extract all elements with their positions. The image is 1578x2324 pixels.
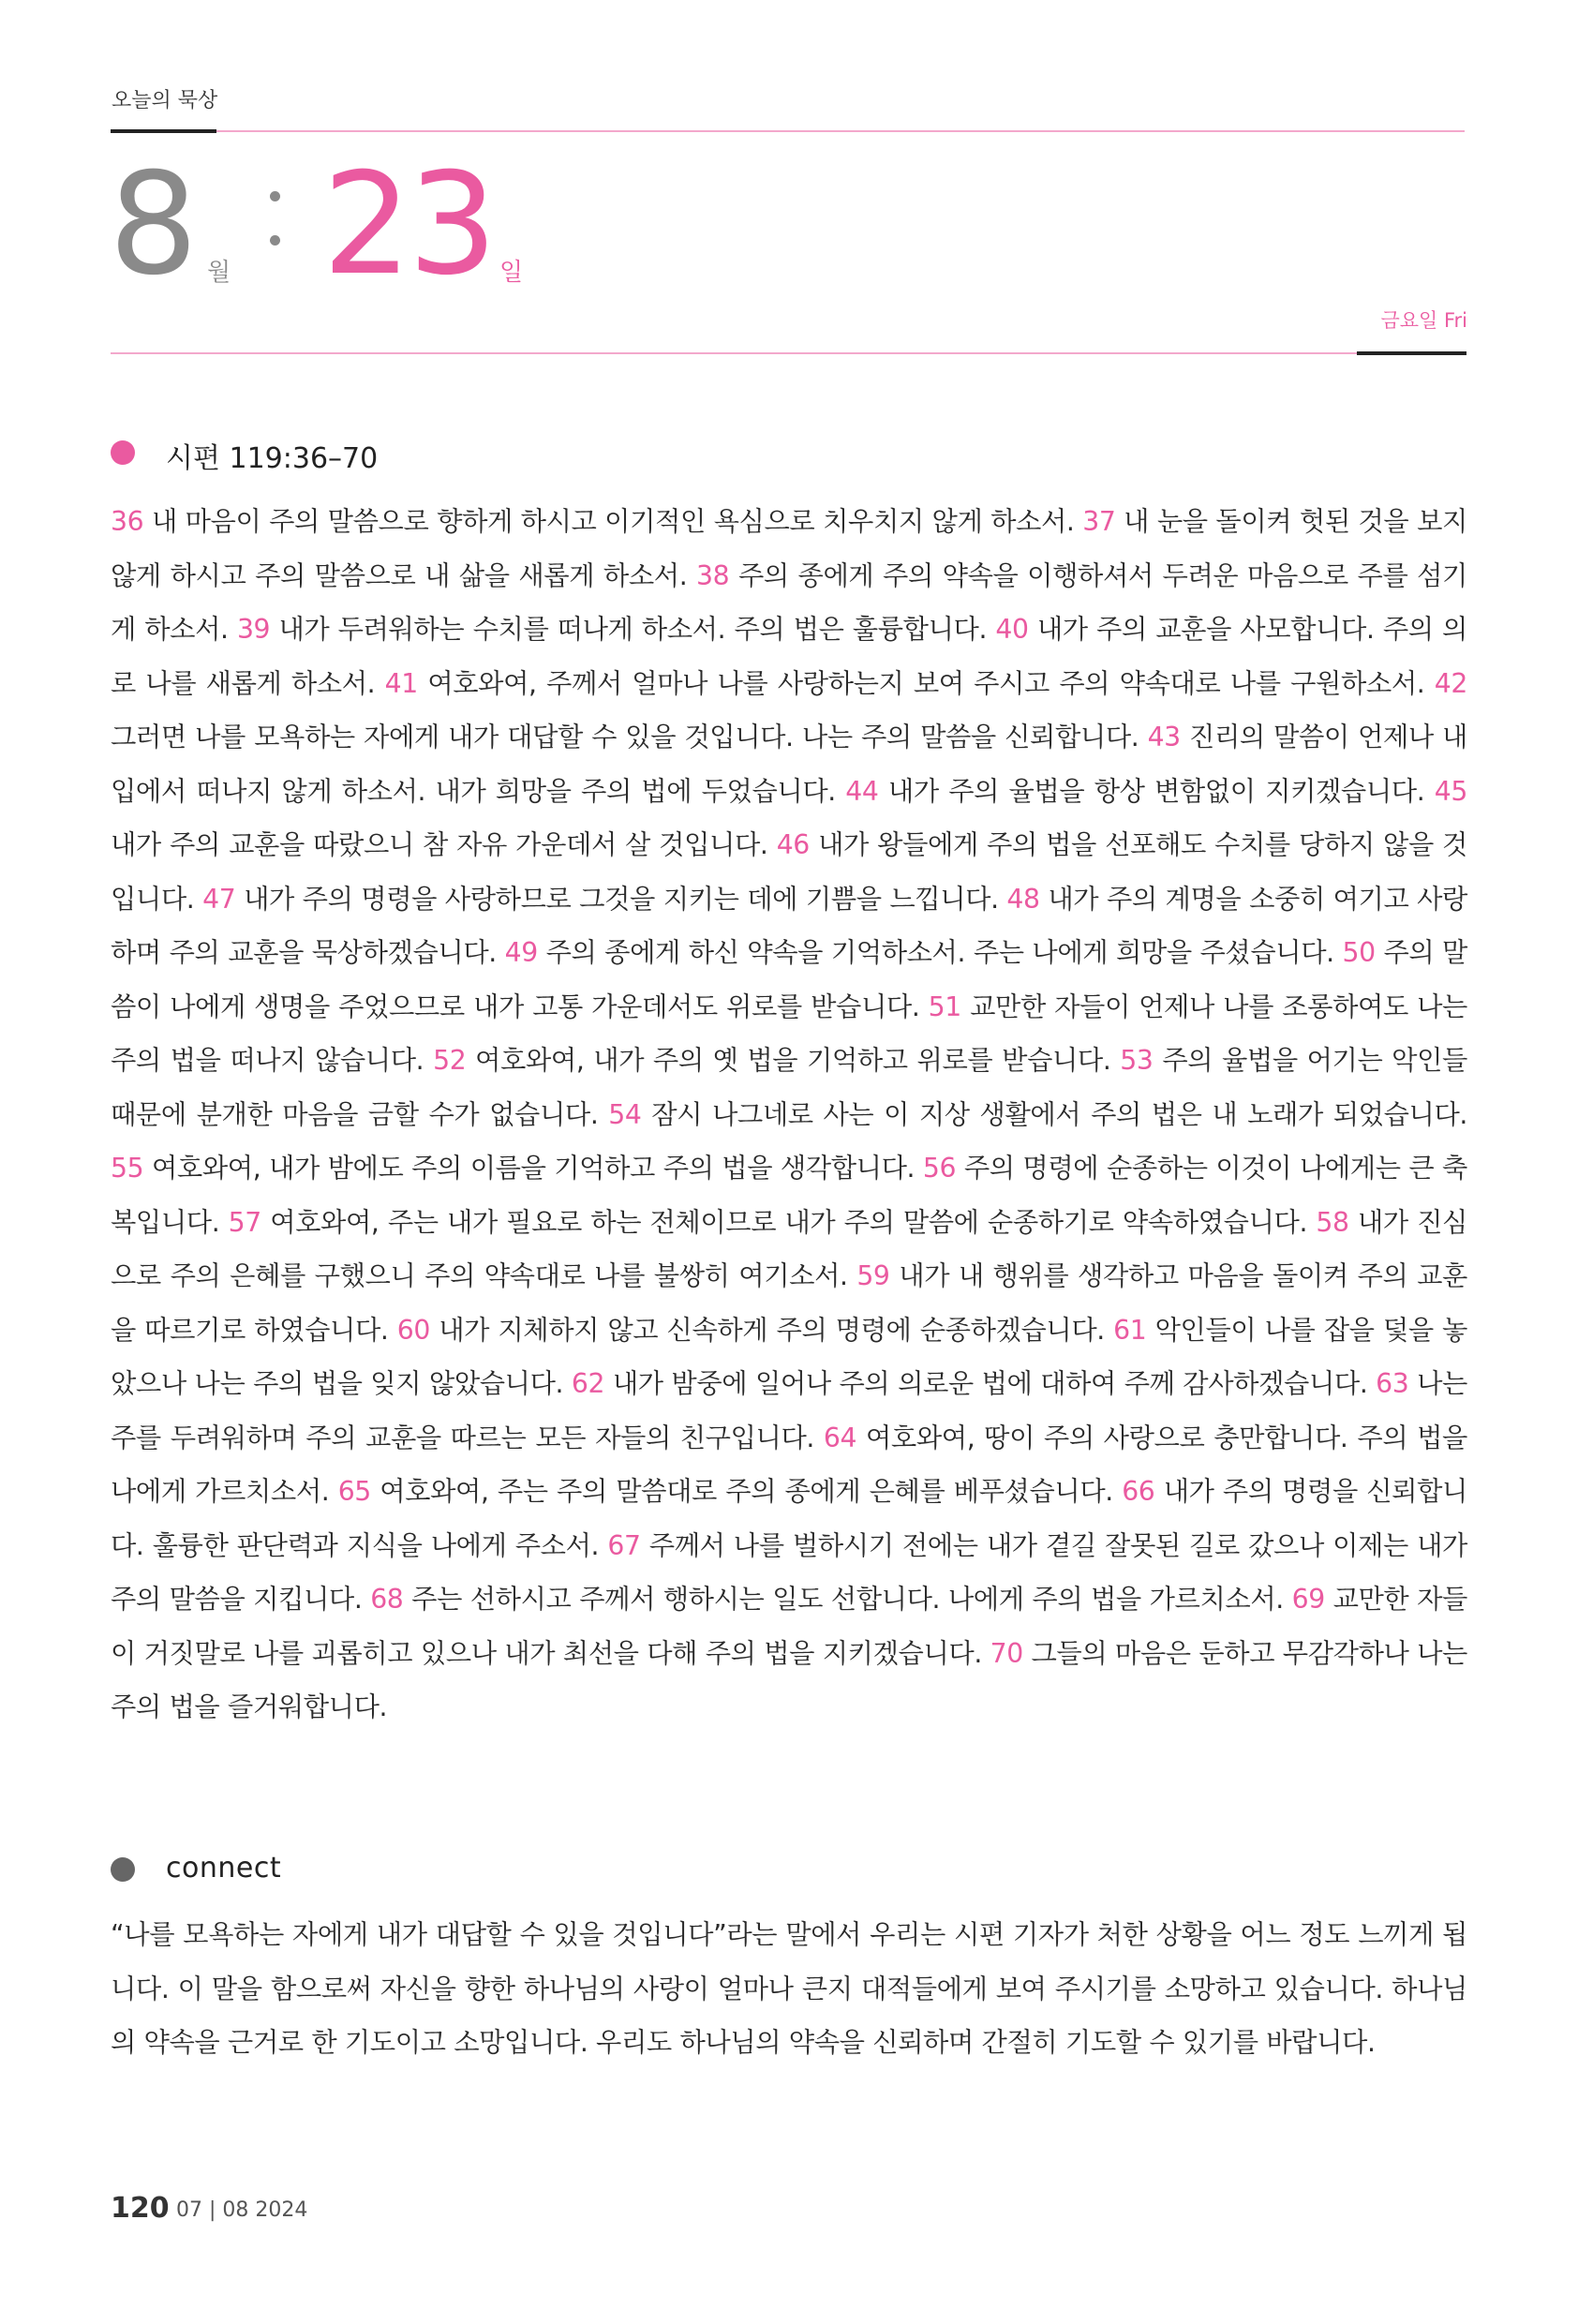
verse-number: 36 bbox=[111, 506, 144, 537]
scripture-bullet-icon bbox=[111, 440, 135, 465]
verse-number: 66 bbox=[1122, 1476, 1155, 1507]
verse-number: 43 bbox=[1147, 722, 1181, 752]
date-weekday: 금요일 Fri bbox=[1380, 309, 1467, 332]
verse-number: 48 bbox=[1006, 883, 1040, 915]
verse-number: 62 bbox=[571, 1368, 605, 1399]
verse-text: 교만한 자들이 거짓말로 나를 괴롭히고 있으나 내가 최선을 다해 주의 법을 지키겠습니다. bbox=[111, 1584, 1467, 1669]
verse-number: 38 bbox=[696, 559, 730, 591]
verse-text: 내가 지체하지 않고 신속하게 주의 명령에 순종하겠습니다. bbox=[439, 1314, 1105, 1346]
verse-text: 여호와여, 주는 내가 필요로 하는 전체이므로 내가 주의 말씀에 순종하기로 약속하였습니다. bbox=[270, 1206, 1308, 1238]
verse-text: 내가 내 행위를 생각하고 마음을 돌이켜 주의 교훈을 따르기로 하였습니다. bbox=[111, 1260, 1467, 1346]
verse-text: 주의 율법을 어기는 악인들 때문에 분개한 마음을 금할 수가 없습니다. bbox=[111, 1045, 1467, 1130]
verse-text: 잠시 나그네로 사는 이 지상 생활에서 주의 법은 내 노래가 되었습니다. bbox=[651, 1098, 1467, 1130]
verse-number: 52 bbox=[433, 1045, 467, 1076]
verse-text: 내가 주의 명령을 신뢰합니다. 훌륭한 판단력과 지식을 나에게 주소서. bbox=[111, 1476, 1467, 1561]
header-label: 오늘의 묵상 bbox=[112, 89, 218, 112]
date-day: 23 bbox=[322, 143, 494, 306]
verse-number: 58 bbox=[1316, 1206, 1349, 1238]
verse-number: 68 bbox=[370, 1584, 404, 1615]
verse-number: 50 bbox=[1342, 937, 1376, 968]
date-month-unit: 월 bbox=[207, 259, 231, 287]
verse-text: 여호와여, 내가 밤에도 주의 이름을 기억하고 주의 법을 생각합니다. bbox=[151, 1153, 916, 1184]
verse-number: 44 bbox=[845, 775, 879, 807]
header-rule bbox=[216, 130, 1465, 132]
verse-text: 내가 왕들에게 주의 법을 선포해도 수치를 당하지 않을 것입니다. bbox=[111, 829, 1467, 915]
verse-text: 여호와여, 땅이 주의 사랑으로 충만합니다. 주의 법을 나에게 가르치소서. bbox=[111, 1422, 1467, 1507]
verse-text: 그들의 마음은 둔하고 무감각하나 나는 주의 법을 즐거워합니다. bbox=[111, 1637, 1467, 1722]
verse-number: 64 bbox=[823, 1422, 857, 1453]
verse-number: 53 bbox=[1120, 1045, 1154, 1076]
verse-number: 65 bbox=[337, 1476, 371, 1507]
date-day-unit: 일 bbox=[499, 259, 524, 287]
verse-number: 45 bbox=[1434, 775, 1467, 807]
verse-text: 교만한 자들이 언제나 나를 조롱하여도 나는 주의 법을 떠나지 않습니다. bbox=[111, 991, 1467, 1076]
verse-number: 63 bbox=[1376, 1368, 1409, 1399]
page-number: 120 bbox=[111, 2192, 170, 2225]
verse-text: 내가 주의 교훈을 사모합니다. 주의 의로 나를 새롭게 하소서. bbox=[111, 614, 1467, 699]
verse-text: 내가 진심으로 주의 은혜를 구했으니 주의 약속대로 나를 불쌍히 여기소서. bbox=[111, 1206, 1467, 1291]
verse-text: 주께서 나를 벌하시기 전에는 내가 곁길 잘못된 길로 갔으나 이제는 내가 주의 말씀을 지킵니다. bbox=[111, 1529, 1467, 1615]
verse-number: 40 bbox=[995, 614, 1029, 645]
verse-text: 내가 주의 교훈을 따랐으니 참 자유 가운데서 살 것입니다. bbox=[111, 829, 768, 860]
verse-text: 내가 밤중에 일어나 주의 의로운 법에 대하여 주께 감사하겠습니다. bbox=[612, 1368, 1368, 1399]
verse-text: 악인들이 나를 잡을 덫을 놓았으나 나는 주의 법을 잊지 않았습니다. bbox=[111, 1314, 1467, 1399]
verse-text: 주의 종에게 주의 약속을 이행하셔서 두려운 마음으로 주를 섬기게 하소서. bbox=[111, 559, 1467, 645]
verse-number: 56 bbox=[922, 1153, 957, 1184]
verse-number: 69 bbox=[1291, 1584, 1325, 1615]
verse-text: 내가 두려워하는 수치를 떠나게 하소서. 주의 법은 훌륭합니다. bbox=[278, 614, 988, 645]
verse-text: 주의 종에게 하신 약속을 기억하소서. 주는 나에게 희망을 주셨습니다. bbox=[545, 937, 1334, 968]
verse-text: 여호와여, 주께서 얼마나 나를 사랑하는지 보여 주시고 주의 약속대로 나를 구원하소서. bbox=[427, 667, 1425, 699]
verse-number: 41 bbox=[384, 667, 418, 699]
verse-number: 60 bbox=[396, 1314, 430, 1346]
verse-text: 나는 주를 두려워하며 주의 교훈을 따르는 모든 자들의 친구입니다. bbox=[111, 1368, 1467, 1453]
scripture-passage bbox=[111, 495, 1467, 1735]
verse-text: 그러면 나를 모욕하는 자에게 내가 대답할 수 있을 것입니다. 나는 주의 말씀을 신뢰합니다. bbox=[111, 722, 1139, 752]
verse-text: 내가 주의 명령을 사랑하므로 그것을 지키는 데에 기쁨을 느낍니다. bbox=[244, 883, 999, 915]
verse-text: 진리의 말씀이 언제나 내 입에서 떠나지 않게 하소서. 내가 희망을 주의 법에 두었습니다. bbox=[111, 722, 1467, 807]
header-underline bbox=[111, 129, 216, 133]
verse-text: 주는 선하시고 주께서 행하시는 일도 선합니다. 나에게 주의 법을 가르치소서. bbox=[411, 1584, 1284, 1615]
connect-bullet-icon bbox=[111, 1857, 135, 1882]
date-colon bbox=[270, 191, 280, 279]
verse-number: 70 bbox=[990, 1637, 1023, 1669]
date-rule-accent bbox=[1357, 351, 1466, 355]
verse-text: 여호와여, 내가 주의 옛 법을 기억하고 위로를 받습니다. bbox=[475, 1045, 1111, 1076]
verse-number: 37 bbox=[1082, 506, 1116, 537]
verse-number: 59 bbox=[856, 1260, 890, 1291]
date-rule bbox=[111, 352, 1357, 354]
verse-number: 67 bbox=[607, 1529, 641, 1561]
verse-number: 54 bbox=[608, 1098, 642, 1130]
verse-number: 57 bbox=[228, 1206, 261, 1238]
date-month: 8 bbox=[109, 143, 195, 306]
verse-text: 주의 말씀이 나에게 생명을 주었으므로 내가 고통 가운데서도 위로를 받습니다. bbox=[111, 937, 1467, 1022]
verse-text: 여호와여, 주는 주의 말씀대로 주의 종에게 은혜를 베푸셨습니다. bbox=[380, 1476, 1113, 1507]
verse-number: 47 bbox=[202, 883, 236, 915]
verse-number: 61 bbox=[1113, 1314, 1147, 1346]
verse-text: 내 마음이 주의 말씀으로 향하게 하시고 이기적인 욕심으로 치우치지 않게 하소서. bbox=[151, 506, 1075, 537]
verse-number: 46 bbox=[776, 829, 810, 860]
connect-title: connect bbox=[166, 1852, 282, 1885]
verse-text: 주의 명령에 순종하는 이것이 나에게는 큰 축복입니다. bbox=[111, 1153, 1467, 1238]
connect-body: “나를 모욕하는 자에게 내가 대답할 수 있을 것입니다”라는 말에서 우리는 시편 기자가 처한 상황을 어느 정도 느끼게 됩니다. 이 말을 함으로써 자신을 향한 하나님의 사랑이 얼마나 큰지 대적들에게 보여 주시기를 소망하고 있습니다. 하나님의 약속을 근거로 한 기도이고 소망입니다. 우리도 하나님의 약속을 신뢰하며 간절히 기도할 수 있기를 바랍니다. bbox=[111, 1919, 1467, 2058]
scripture-reference: 시편 119:36–70 bbox=[166, 442, 379, 475]
verse-number: 51 bbox=[928, 991, 961, 1022]
verse-text: 내가 주의 율법을 항상 변함없이 지키겠습니다. bbox=[887, 775, 1425, 807]
verse-number: 55 bbox=[111, 1153, 144, 1184]
verse-text: 내 눈을 돌이켜 헛된 것을 보지 않게 하시고 주의 말씀으로 내 삶을 새롭게 하소서. bbox=[111, 506, 1467, 591]
verse-number: 49 bbox=[504, 937, 538, 968]
issue-date: 07 | 08 2024 bbox=[176, 2198, 308, 2222]
verse-text: 내가 주의 계명을 소중히 여기고 사랑하며 주의 교훈을 묵상하겠습니다. bbox=[111, 883, 1467, 968]
verse-number: 39 bbox=[236, 614, 271, 645]
verse-number: 42 bbox=[1434, 667, 1467, 699]
